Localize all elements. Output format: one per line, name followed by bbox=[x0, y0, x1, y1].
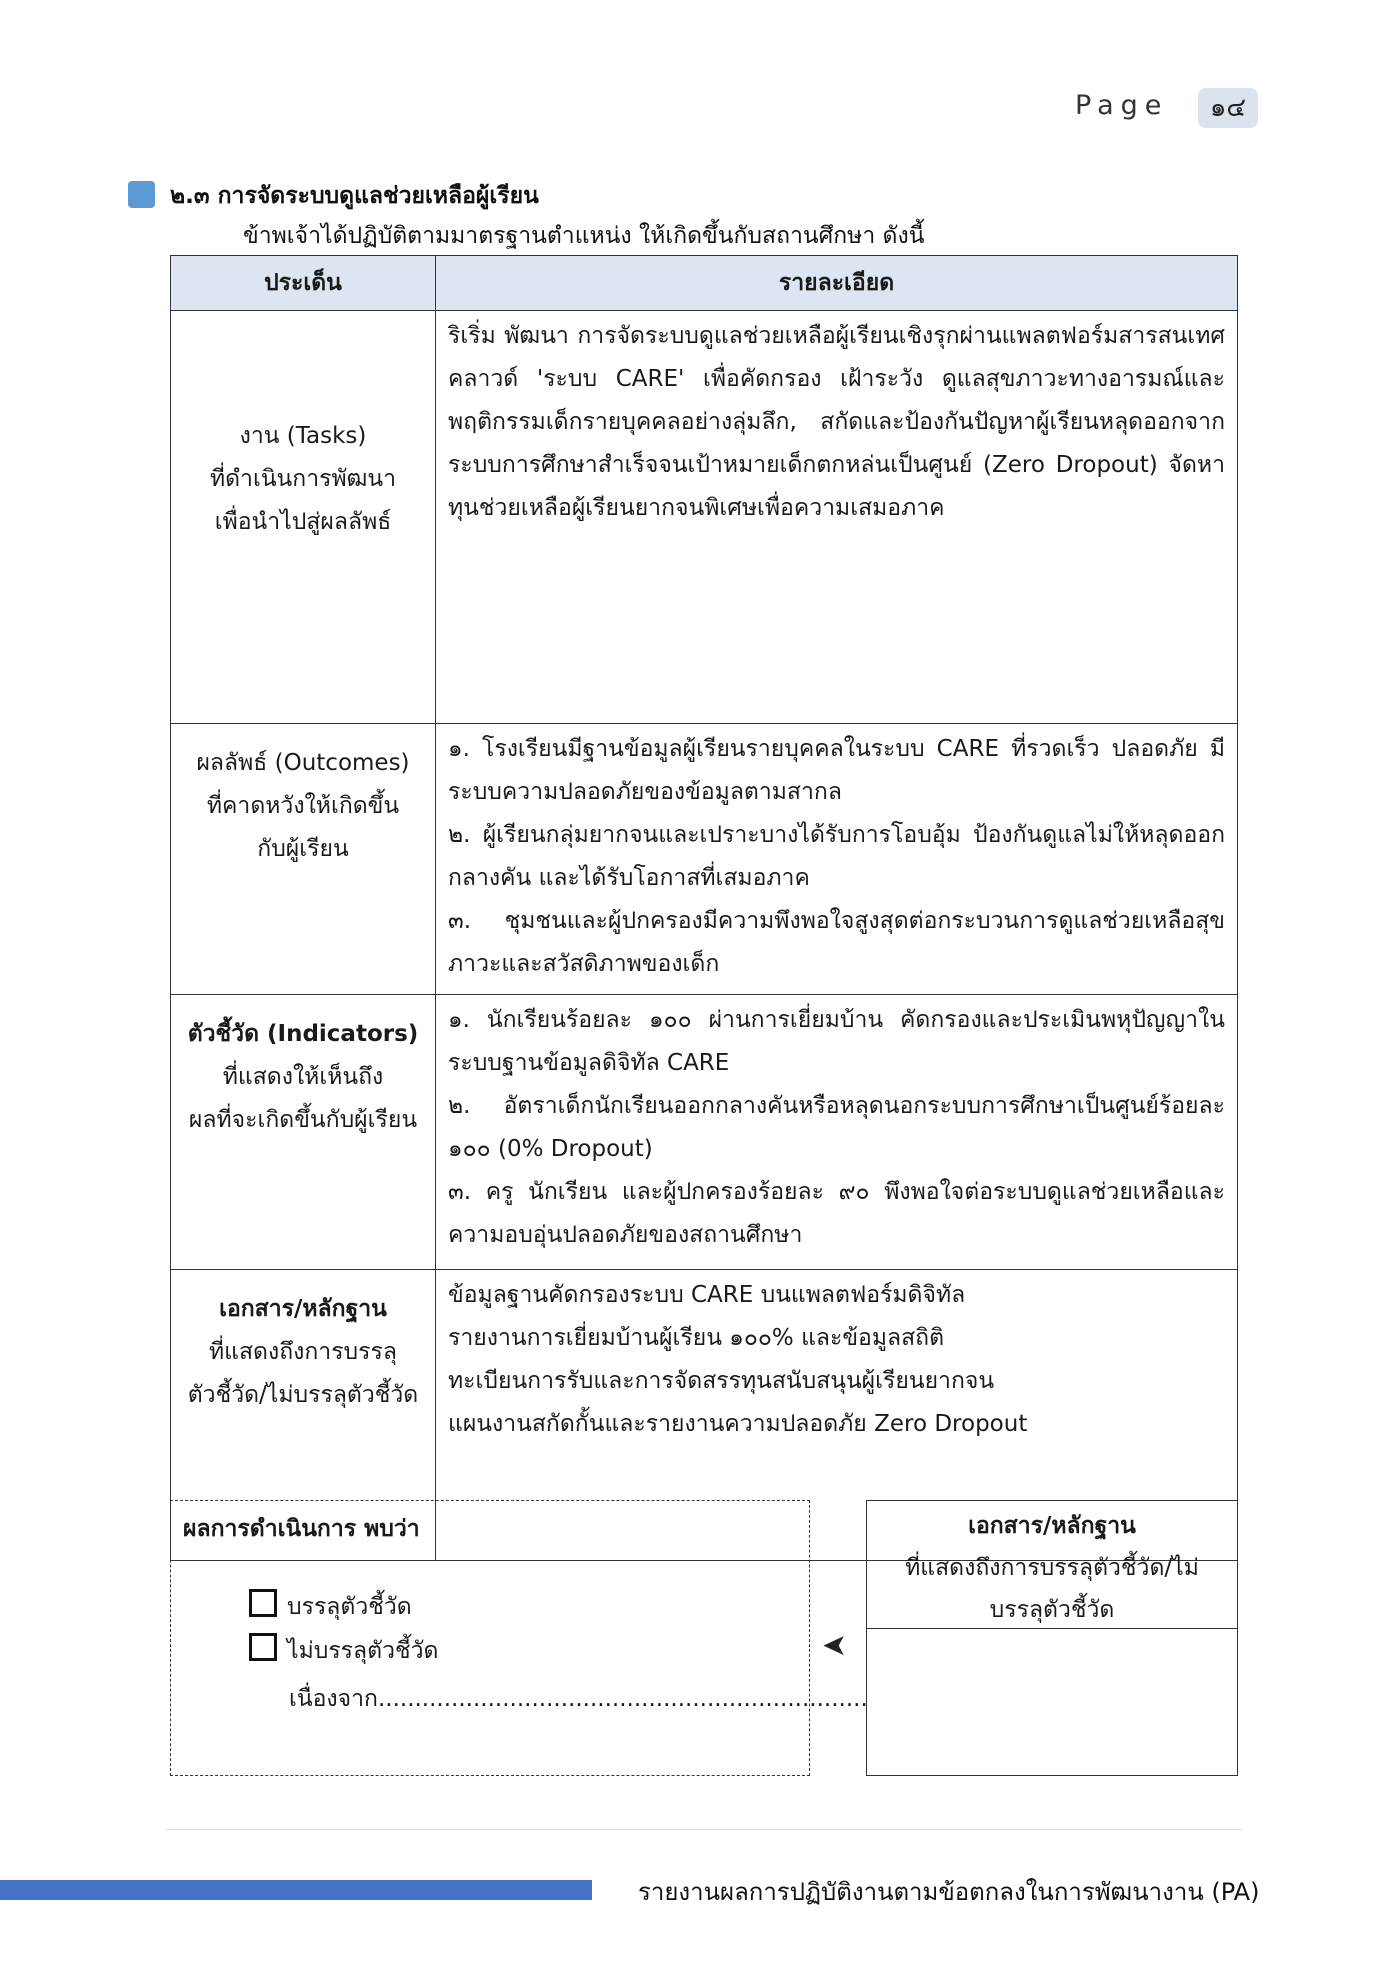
evidence-box-title: เอกสาร/หลักฐาน bbox=[968, 1513, 1136, 1539]
footer-text: รายงานผลการปฏิบัติงานตามข้อตกลงในการพัฒนางาน (PA) bbox=[638, 1878, 1260, 1906]
outcome-item-2: ๒. ผู้เรียนกลุ่มยากจนและเปราะบางได้รับการโอบอุ้ม ป้องกันดูแลไม่ให้หลุดออกกลางคัน และได้รับโอกาสที่เสมอภาค bbox=[448, 822, 1225, 891]
indicators-sub1: ที่แสดงให้เห็นถึง bbox=[222, 1064, 384, 1090]
outcome-item-1: ๑. โรงเรียนมีฐานข้อมูลผู้เรียนรายบุคคลในระบบ CARE ที่รวดเร็ว ปลอดภัย มีระบบความปลอดภัยของข้อมูลตามสากล bbox=[448, 736, 1225, 805]
tasks-detail-text: ริเริ่ม พัฒนา การจัดระบบดูแลช่วยเหลือผู้เรียนเชิงรุกผ่านแพลตฟอร์มสารสนเทศคลาวด์ 'ระบบ CARE' เพื่อคัดกรอง เฝ้าระวัง ดูแลสุขภาวะทางอารมณ์และพฤติกรรมเด็กรายบุคคลอย่างลุ่มลึก, สกัดและป้องกันปัญหาผู้เรียนหลุดออกจากระบบการศึกษาสำเร็จจนเป้าหมายเด็กตกหล่นเป็นศูนย์ (Zero Dropout) จัดหาทุนช่วยเหลือผู้เรียนยากจนพิเศษเพื่อความเสมอภาค bbox=[448, 323, 1225, 521]
result-box bbox=[170, 1500, 868, 1776]
tasks-detail-cell bbox=[436, 311, 1238, 724]
evidence-box bbox=[866, 1500, 1238, 1776]
indicator-item-2: ๒. อัตราเด็กนักเรียนออกกลางคันหรือหลุดนอกระบบการศึกษาเป็นศูนย์ร้อยละ ๑๐๐ (0% Dropout) bbox=[448, 1093, 1225, 1162]
evidence-sub2: ตัวชี้วัด/ไม่บรรลุตัวชี้วัด bbox=[187, 1382, 419, 1408]
arrow-glyph: ➤ bbox=[822, 1628, 848, 1663]
tasks-sub1: ที่ดำเนินการพัฒนา bbox=[209, 466, 397, 492]
table-header-row bbox=[171, 256, 1238, 311]
evidence-item-1: ข้อมูลฐานคัดกรองระบบ CARE บนแพลตฟอร์มดิจิทัล bbox=[448, 1282, 966, 1308]
table-row-indicators bbox=[171, 995, 1238, 1270]
evidence-sub1: ที่แสดงถึงการบรรลุ bbox=[209, 1339, 397, 1365]
section-title: ๒.๓ การจัดระบบดูแลช่วยเหลือผู้เรียน bbox=[170, 183, 539, 209]
pa-detail-table bbox=[170, 255, 1238, 1561]
evidence-box-header bbox=[867, 1501, 1237, 1629]
page-number-badge: ๑๔ bbox=[1198, 88, 1258, 128]
outcomes-label-cell bbox=[171, 724, 436, 995]
checkbox-achieved-icon[interactable] bbox=[249, 1589, 277, 1617]
option-achieved-label: บรรลุตัวชี้วัด bbox=[287, 1594, 412, 1620]
evidence-item-3: ทะเบียนการรับและการจัดสรรทุนสนับสนุนผู้เรียนยากจน bbox=[448, 1368, 995, 1394]
section-bullet-icon bbox=[128, 181, 155, 208]
footer-accent-bar bbox=[0, 1880, 592, 1900]
result-title: ผลการดำเนินการ พบว่า bbox=[183, 1516, 420, 1542]
evidence-label: เอกสาร/หลักฐาน bbox=[219, 1296, 387, 1322]
page-label: Page bbox=[1075, 90, 1169, 121]
outcomes-sub2: กับผู้เรียน bbox=[257, 836, 349, 862]
indicators-sub2: ผลที่จะเกิดขึ้นกับผู้เรียน bbox=[188, 1107, 418, 1133]
outcomes-detail-cell bbox=[436, 724, 1238, 995]
footer-divider bbox=[165, 1829, 1243, 1830]
evidence-box-sub1: ที่แสดงถึงการบรรลุตัวชี้วัด/ไม่ bbox=[905, 1555, 1199, 1581]
table-row-outcomes bbox=[171, 724, 1238, 995]
evidence-box-sub2: บรรลุตัวชี้วัด bbox=[989, 1597, 1115, 1623]
indicators-detail-cell bbox=[436, 995, 1238, 1270]
indicators-label: ตัวชี้วัด (Indicators) bbox=[187, 1021, 419, 1047]
option-achieved[interactable] bbox=[249, 1589, 412, 1625]
outcome-item-3: ๓. ชุมชนและผู้ปกครองมีความพึงพอใจสูงสุดต่อกระบวนการดูแลช่วยเหลือสุขภาวะและสวัสดิภาพของเด็ก bbox=[448, 908, 1225, 977]
evidence-item-2: รายงานการเยี่ยมบ้านผู้เรียน ๑๐๐% และข้อมูลสถิติ bbox=[448, 1325, 945, 1351]
outcomes-sub1: ที่คาดหวังให้เกิดขึ้น bbox=[206, 793, 400, 819]
section-intro: ข้าพเจ้าได้ปฏิบัติตามมาตรฐานตำแหน่ง ให้เกิดขึ้นกับสถานศึกษา ดังนี้ bbox=[243, 223, 925, 249]
option-not-achieved[interactable] bbox=[249, 1633, 438, 1669]
option-not-achieved-label: ไม่บรรลุตัวชี้วัด bbox=[287, 1638, 439, 1664]
outcomes-label: ผลลัพธ์ (Outcomes) bbox=[196, 750, 410, 776]
arrow-left-icon bbox=[822, 1628, 847, 1663]
tasks-label: งาน (Tasks) bbox=[239, 423, 367, 449]
reason-line: เนื่องจาก................................................................... bbox=[289, 1686, 868, 1712]
header-detail: รายละเอียด bbox=[436, 256, 1238, 311]
indicator-item-1: ๑. นักเรียนร้อยละ ๑๐๐ ผ่านการเยี่ยมบ้าน คัดกรองและประเมินพหุปัญญาในระบบฐานข้อมูลดิจิทัล CARE bbox=[448, 1007, 1225, 1076]
header-topic: ประเด็น bbox=[171, 256, 436, 311]
table-row-tasks bbox=[171, 311, 1238, 724]
tasks-sub2: เพื่อนำไปสู่ผลลัพธ์ bbox=[214, 509, 392, 535]
tasks-label-cell bbox=[171, 311, 436, 724]
checkbox-not-achieved-icon[interactable] bbox=[249, 1633, 277, 1661]
indicators-label-cell bbox=[171, 995, 436, 1270]
indicator-item-3: ๓. ครู นักเรียน และผู้ปกครองร้อยละ ๙๐ พึงพอใจต่อระบบดูแลช่วยเหลือและความอบอุ่นปลอดภัยของสถานศึกษา bbox=[448, 1179, 1225, 1248]
evidence-item-4: แผนงานสกัดกั้นและรายงานความปลอดภัย Zero Dropout bbox=[448, 1411, 1028, 1437]
